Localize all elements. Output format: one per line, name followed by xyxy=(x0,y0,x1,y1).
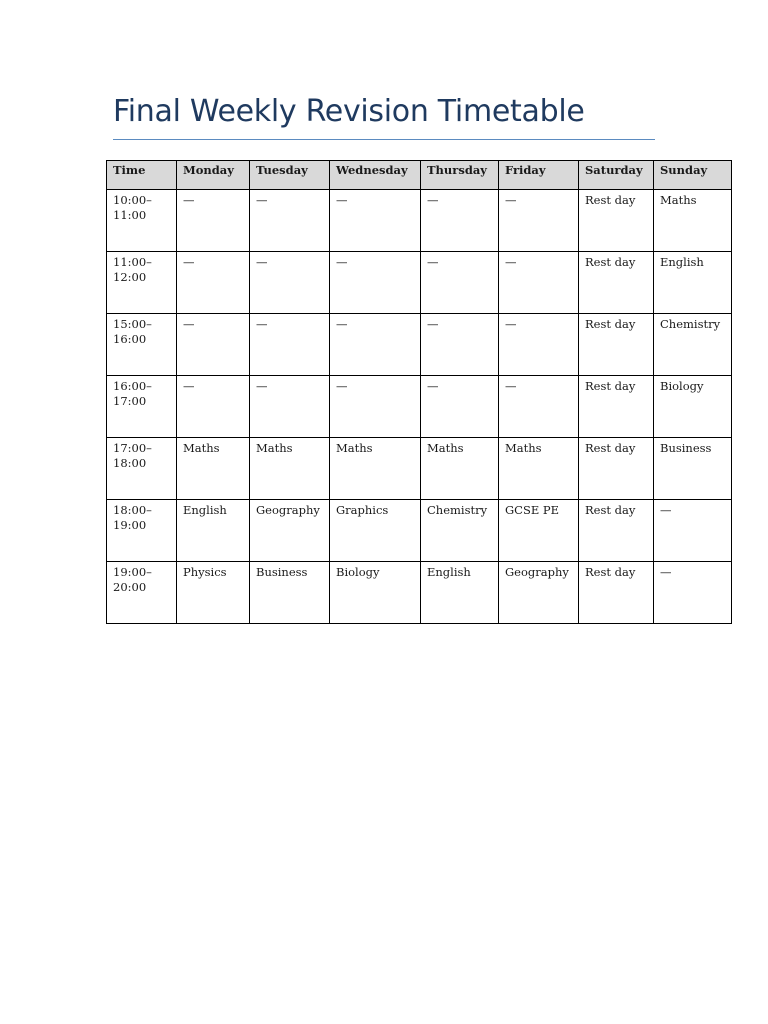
table-row xyxy=(107,438,732,500)
table-row xyxy=(107,314,732,376)
thursday-cell: — xyxy=(421,190,499,252)
table-row xyxy=(107,500,732,562)
tuesday-cell: Maths xyxy=(250,438,330,500)
timetable-body xyxy=(107,190,732,624)
header-thursday: Thursday xyxy=(421,161,499,190)
monday-cell: — xyxy=(177,190,250,252)
tuesday-cell: Geography xyxy=(250,500,330,562)
wednesday-cell: Maths xyxy=(330,438,421,500)
thursday-cell: — xyxy=(421,314,499,376)
saturday-cell: Rest day xyxy=(579,376,654,438)
header-monday: Monday xyxy=(177,161,250,190)
wednesday-cell: Graphics xyxy=(330,500,421,562)
tuesday-cell: Business xyxy=(250,562,330,624)
friday-cell: — xyxy=(499,190,579,252)
saturday-cell: Rest day xyxy=(579,314,654,376)
sunday-cell: Business xyxy=(654,438,732,500)
wednesday-cell: — xyxy=(330,314,421,376)
monday-cell: Maths xyxy=(177,438,250,500)
header-saturday: Saturday xyxy=(579,161,654,190)
time-cell: 11:00– 12:00 xyxy=(107,252,177,314)
header-friday: Friday xyxy=(499,161,579,190)
wednesday-cell: — xyxy=(330,190,421,252)
table-row xyxy=(107,562,732,624)
sunday-cell: English xyxy=(654,252,732,314)
table-row xyxy=(107,252,732,314)
time-cell: 16:00– 17:00 xyxy=(107,376,177,438)
monday-cell: — xyxy=(177,376,250,438)
monday-cell: — xyxy=(177,252,250,314)
time-cell: 19:00– 20:00 xyxy=(107,562,177,624)
friday-cell: Maths xyxy=(499,438,579,500)
saturday-cell: Rest day xyxy=(579,190,654,252)
sunday-cell: — xyxy=(654,562,732,624)
saturday-cell: Rest day xyxy=(579,562,654,624)
thursday-cell: Maths xyxy=(421,438,499,500)
friday-cell: — xyxy=(499,376,579,438)
thursday-cell: — xyxy=(421,252,499,314)
table-row xyxy=(107,190,732,252)
wednesday-cell: — xyxy=(330,376,421,438)
tuesday-cell: — xyxy=(250,314,330,376)
saturday-cell: Rest day xyxy=(579,252,654,314)
tuesday-cell: — xyxy=(250,376,330,438)
header-wednesday: Wednesday xyxy=(330,161,421,190)
monday-cell: English xyxy=(177,500,250,562)
time-cell: 18:00– 19:00 xyxy=(107,500,177,562)
sunday-cell: Biology xyxy=(654,376,732,438)
sunday-cell: — xyxy=(654,500,732,562)
header-row xyxy=(107,161,732,190)
header-time: Time xyxy=(107,161,177,190)
saturday-cell: Rest day xyxy=(579,500,654,562)
time-cell: 15:00– 16:00 xyxy=(107,314,177,376)
monday-cell: Physics xyxy=(177,562,250,624)
wednesday-cell: Biology xyxy=(330,562,421,624)
timetable xyxy=(106,160,732,624)
time-cell: 10:00– 11:00 xyxy=(107,190,177,252)
thursday-cell: Chemistry xyxy=(421,500,499,562)
sunday-cell: Maths xyxy=(654,190,732,252)
header-sunday: Sunday xyxy=(654,161,732,190)
title-underline xyxy=(113,139,655,140)
time-cell: 17:00– 18:00 xyxy=(107,438,177,500)
thursday-cell: — xyxy=(421,376,499,438)
friday-cell: GCSE PE xyxy=(499,500,579,562)
page-title: Final Weekly Revision Timetable xyxy=(113,94,585,129)
header-tuesday: Tuesday xyxy=(250,161,330,190)
tuesday-cell: — xyxy=(250,190,330,252)
tuesday-cell: — xyxy=(250,252,330,314)
table-row xyxy=(107,376,732,438)
friday-cell: — xyxy=(499,314,579,376)
sunday-cell: Chemistry xyxy=(654,314,732,376)
saturday-cell: Rest day xyxy=(579,438,654,500)
monday-cell: — xyxy=(177,314,250,376)
thursday-cell: English xyxy=(421,562,499,624)
friday-cell: — xyxy=(499,252,579,314)
wednesday-cell: — xyxy=(330,252,421,314)
friday-cell: Geography xyxy=(499,562,579,624)
